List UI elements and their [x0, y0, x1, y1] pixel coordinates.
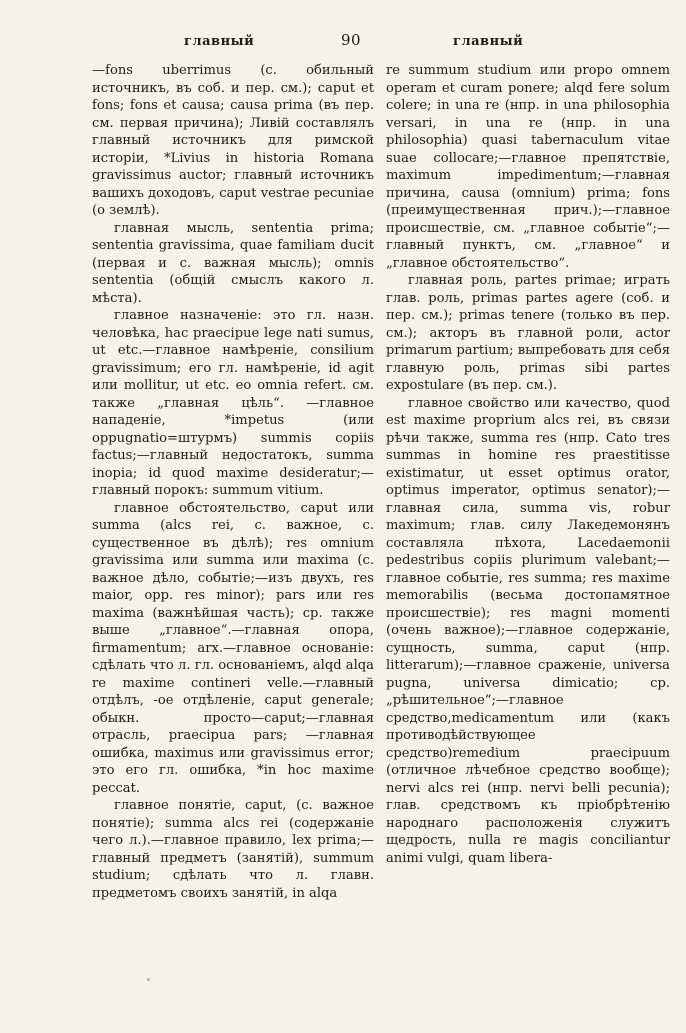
running-head-left: главный [184, 34, 255, 49]
left-column [92, 62, 374, 902]
dictionary-entry: главное назначеніе: это гл. назн. человѣка, hac praecipue lege nati sumus, ut etc.—главное намѣреніе, consilium gravissimum; его гл. намѣреніе, id agit или mollitur, ut etc. eo omnia refert. см. также „главная цѣль“. —главное нападеніе, *impetus (или oppugnatio=штурмъ) summis copiis factus;—главный недостатокъ, summa inopia; id quod maxime desideratur;—главный порокъ: summum vitium. [92, 308, 374, 498]
dictionary-entry: главная мысль, sententia prima; sententia gravissima, quae familiam ducit (первая и с. важная мысль); omnis sententia (общій смыслъ какого л. мѣста). [92, 220, 374, 306]
page-number: 90 [341, 31, 362, 49]
dictionary-entry: —fons uberrimus (с. обильный источникъ, въ соб. и пер. см.); caput et fons; fons et causa; causa prima (въ пер. см. первая причина); Ливій составлялъ главный источникъ для римской исторіи, *Livius in historia Romana gravissimus auctor; главный источникъ вашихъ доходовъ, caput vestrae pecuniae (о землѣ). [92, 63, 374, 218]
dictionary-entry: re summum studium или propo omnem operam et curam ponere; alqd fere solum colere; in una re (нпр. in una philosophia versari, in una re (нпр. in una philosophia) quasi tabernaculum vitae suae collocare;—главное препятствіе, maximum impedimentum;—главная причина, causa (omnium) prima; fons (преимущественная прич.);—главное происшествіе, см. „главное событіе“;—главный пунктъ, см. „главное“ и „главное обстоятельство“. [386, 63, 670, 271]
paper-speck [147, 978, 150, 981]
dictionary-entry: главное понятіе, caput, (с. важное понятіе); summa alcs rei (содержаніе чего л.).—главное правило, lex prima;—главный предметъ (занятій), summum studium; сдѣлать что л. главн. предметомъ своихъ занятій, in alqa [92, 798, 374, 901]
dictionary-entry: главное обстоятельство, caput или summa (alcs rei, с. важное, с. существенное въ дѣлѣ); res omnium gravissima или summa или maxima (с. важное дѣло, событіе;—изъ двухъ, res maior, opp. res minor); pars или res maxima (важнѣйшая часть); ср. также выше „главное“.—главная опора, firmamentum; arx.—главное основаніе: сдѣлать что л. гл. основаніемъ, alqd alqa re maxime contineri velle.—главный отдѣлъ, -ое отдѣленіе, caput generale; обыкн. просто—caput;—главная отрасль, praecipua pars; —главная ошибка, maximus или gravissimus error; это его гл. ошибка, *in hoc maxime peccat. [92, 500, 374, 796]
dictionary-entry: главное свойство или качество, quod est maxime proprium alcs rei, въ связи рѣчи также, summa res (нпр. Cato tres summas in homine res praestitisse existimatur, ut esset optimus orator, optimus imperator, optimus senator);—главная сила, summa vis, robur maximum; глав. силу Лакедемонянъ составляла пѣхота, Lacedaemonii pedestribus copiis plurimum valebant;—главное событіе, res summa; res maxime memorabilis (весьма достопамятное происшествіе); res magni momenti (очень важное);—главное содержаніе, сущность, summa, caput (нпр. litterarum);—главное сраженіе, universa pugna, universa dimicatio; ср. „рѣшительное“;—главное средство,medicamentum или (какъ противодѣйствующее средство)remedium praecipuum (отличное лѣчебное средство вообще); nervi alcs rei (нпр. nervi belli pecunia); глав. средствомъ къ пріобрѣтенію народнаго расположенія служитъ щедрость, nulla re magis conciliantur animi vulgi, quam libera- [386, 395, 670, 866]
right-column [386, 62, 670, 867]
running-head-right: главный [453, 34, 524, 49]
dictionary-entry: главная роль, partes primae; играть глав. роль, primas partes agere (соб. и пер. см.); primas tenere (только въ пер. см.); акторъ въ главной роли, actor primarum partium; выпребовать для себя главную роль, primas sibi partes expostulare (въ пер. см.). [386, 273, 670, 393]
